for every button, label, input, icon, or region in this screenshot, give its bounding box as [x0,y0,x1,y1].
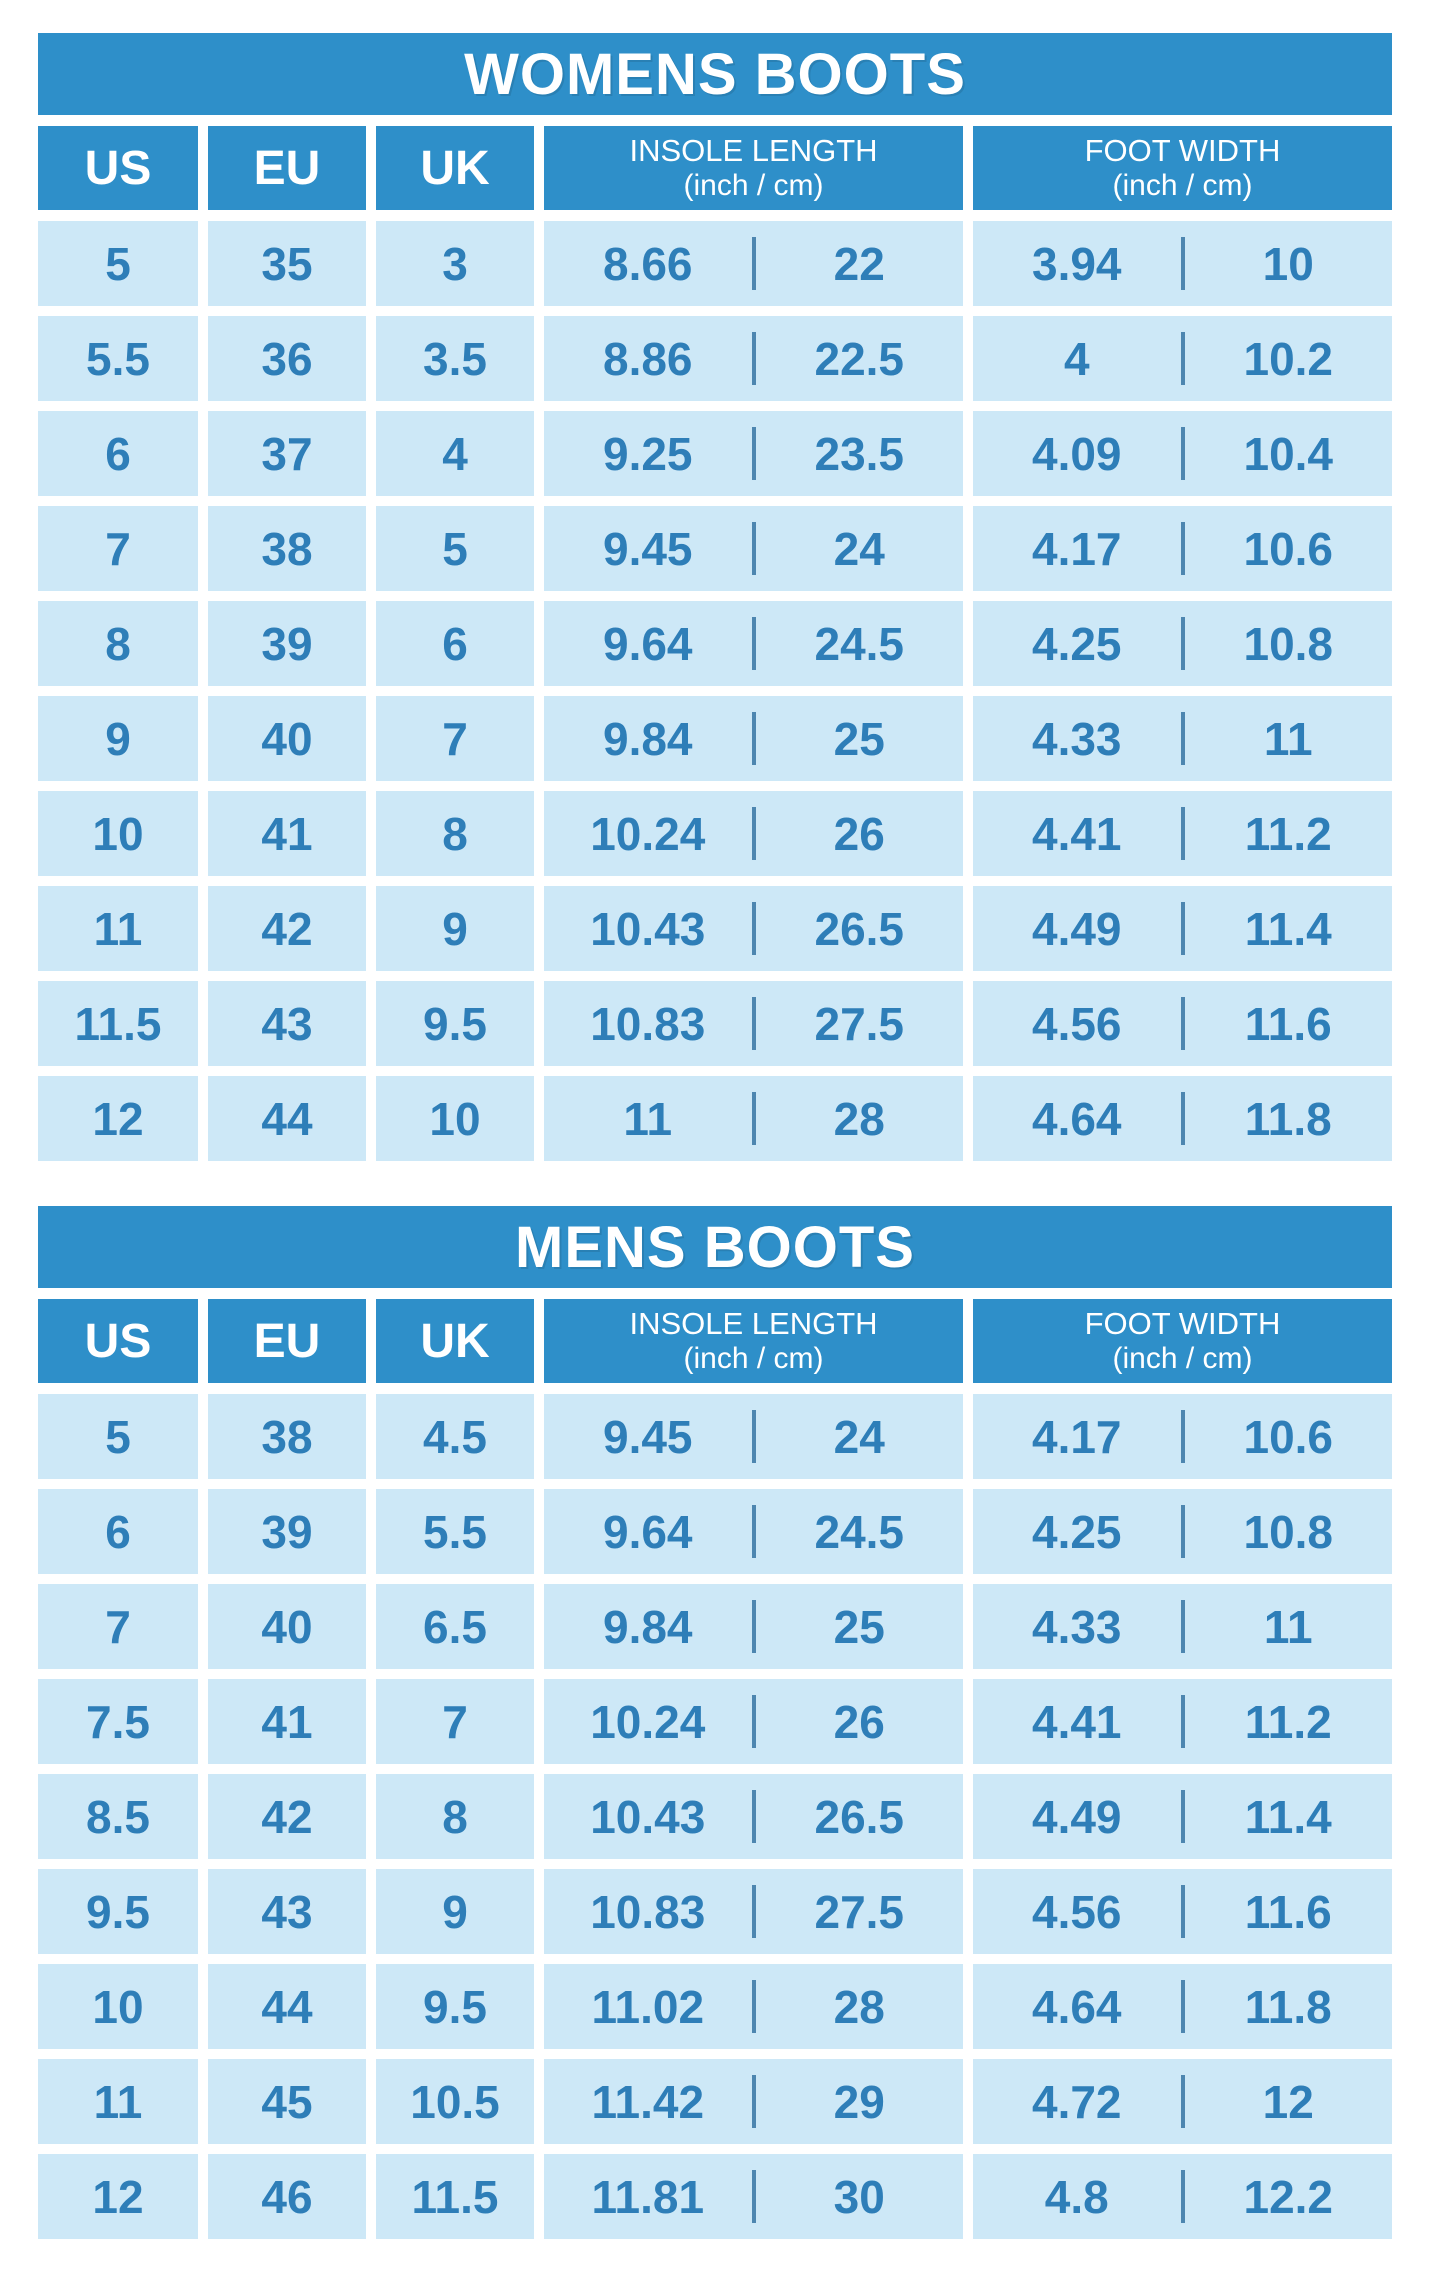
us-size-cell: 12 [38,1076,198,1161]
insole-cm-value: 30 [833,2170,885,2223]
foot-width-cell [973,316,1392,401]
us-size-cell: 11 [38,2059,198,2144]
insole-length-cell [544,1679,963,1764]
width-cm-value: 10.6 [1243,522,1334,575]
insole-inch-value: 10.24 [590,1695,706,1748]
us-size-cell: 8.5 [38,1774,198,1859]
uk-size-cell: 11.5 [376,2154,534,2239]
us-size-cell: 5 [38,1394,198,1479]
insole-inch-value: 11 [623,1092,673,1145]
width-inch-value: 4.33 [1031,712,1122,765]
eu-size-cell: 44 [208,1964,366,2049]
insole-cm-value: 29 [833,2075,885,2128]
us-size-cell: 5.5 [38,316,198,401]
boots-table-mens-boots [38,1206,1392,2239]
uk-size-cell: 8 [376,791,534,876]
eu-size-cell: 38 [208,1394,366,1479]
width-inch-value: 4.17 [1031,522,1122,575]
width-cm-value: 11.2 [1244,807,1332,860]
table-row [38,1964,1392,2049]
uk-size-cell: 6 [376,601,534,686]
table-row [38,1584,1392,1669]
width-cm-value: 11.4 [1244,902,1332,955]
eu-size-cell: 39 [208,1489,366,1574]
us-size-cell: 9 [38,696,198,781]
us-size-cell: 10 [38,791,198,876]
insole-cm-value: 26 [833,1695,885,1748]
insole-length-cell [544,1394,963,1479]
insole-inch-value: 10.43 [590,1790,706,1843]
foot-width-label: FOOT WIDTH [1084,1305,1281,1341]
foot-width-cell [973,1584,1392,1669]
width-cm-value: 10.2 [1243,332,1334,385]
uk-size-cell: 7 [376,1679,534,1764]
table-row [38,506,1392,591]
us-size-cell: 6 [38,411,198,496]
eu-size-cell: 41 [208,791,366,876]
width-cm-value: 12.2 [1243,2170,1334,2223]
uk-size-cell: 5.5 [376,1489,534,1574]
insole-cm-value: 26.5 [814,902,905,955]
table-row [38,411,1392,496]
eu-size-cell: 42 [208,886,366,971]
foot-width-units: (inch / cm) [1112,1341,1253,1375]
insole-length-cell [544,696,963,781]
width-cm-value: 10.4 [1243,427,1334,480]
insole-length-cell [544,1964,963,2049]
width-inch-value: 4.64 [1031,1980,1122,2033]
table-title-bar [38,1206,1392,1288]
us-size-cell: 8 [38,601,198,686]
insole-length-label: INSOLE LENGTH [629,1305,878,1341]
width-cm-value: 10 [1262,237,1314,290]
width-inch-value: 4.8 [1044,2170,1109,2223]
insole-length-cell [544,2059,963,2144]
table-row [38,1679,1392,1764]
insole-length-cell [544,316,963,401]
uk-size-cell: 3.5 [376,316,534,401]
column-header-foot-width [973,126,1392,210]
insole-length-cell [544,1489,963,1574]
column-header-eu: EU [208,1299,366,1383]
width-inch-value: 4.25 [1031,1505,1122,1558]
eu-size-cell: 37 [208,411,366,496]
foot-width-label: FOOT WIDTH [1084,132,1281,168]
table-title: MENS BOOTS [515,1214,915,1280]
uk-size-cell: 9 [376,1869,534,1954]
insole-cm-value: 24 [833,1410,885,1463]
table-rows [38,1394,1392,2239]
uk-size-cell: 4 [376,411,534,496]
insole-inch-value: 8.66 [602,237,693,290]
width-inch-value: 4.72 [1031,2075,1122,2128]
width-cm-value: 11 [1263,1600,1313,1653]
width-inch-value: 4 [1063,332,1090,385]
width-cm-value: 10.6 [1243,1410,1334,1463]
foot-width-cell [973,1869,1392,1954]
width-inch-value: 4.17 [1031,1410,1122,1463]
foot-width-cell [973,886,1392,971]
width-inch-value: 4.56 [1031,997,1122,1050]
foot-width-cell [973,791,1392,876]
eu-size-cell: 46 [208,2154,366,2239]
column-header-insole-length [544,126,963,210]
insole-inch-value: 10.83 [590,1885,706,1938]
insole-inch-value: 11.42 [591,2075,705,2128]
column-header-uk: UK [376,126,534,210]
foot-width-cell [973,1964,1392,2049]
insole-length-cell [544,1584,963,1669]
uk-size-cell: 4.5 [376,1394,534,1479]
table-row [38,2059,1392,2144]
foot-width-cell [973,1076,1392,1161]
insole-inch-value: 9.45 [602,522,693,575]
eu-size-cell: 45 [208,2059,366,2144]
table-row [38,1869,1392,1954]
width-inch-value: 4.64 [1031,1092,1122,1145]
insole-length-cell [544,791,963,876]
insole-inch-value: 11.81 [591,2170,705,2223]
us-size-cell: 9.5 [38,1869,198,1954]
column-header-us: US [38,126,198,210]
uk-size-cell: 10 [376,1076,534,1161]
table-row [38,2154,1392,2239]
uk-size-cell: 6.5 [376,1584,534,1669]
insole-length-cell [544,1774,963,1859]
us-size-cell: 7.5 [38,1679,198,1764]
width-inch-value: 3.94 [1031,237,1122,290]
us-size-cell: 7 [38,506,198,591]
table-row [38,886,1392,971]
insole-cm-value: 27.5 [814,997,905,1050]
insole-inch-value: 9.64 [602,1505,693,1558]
insole-inch-value: 8.86 [602,332,693,385]
foot-width-cell [973,696,1392,781]
us-size-cell: 7 [38,1584,198,1669]
width-cm-value: 11 [1263,712,1313,765]
us-size-cell: 5 [38,221,198,306]
insole-length-cell [544,2154,963,2239]
foot-width-cell [973,601,1392,686]
size-chart [38,33,1392,2284]
insole-cm-value: 25 [833,1600,885,1653]
eu-size-cell: 40 [208,696,366,781]
width-inch-value: 4.33 [1031,1600,1122,1653]
eu-size-cell: 39 [208,601,366,686]
insole-length-cell [544,981,963,1066]
insole-length-cell [544,506,963,591]
boots-table-womens-boots [38,33,1392,1161]
eu-size-cell: 41 [208,1679,366,1764]
insole-cm-value: 28 [833,1092,885,1145]
width-inch-value: 4.49 [1031,1790,1122,1843]
insole-length-units: (inch / cm) [683,168,824,202]
eu-size-cell: 38 [208,506,366,591]
eu-size-cell: 40 [208,1584,366,1669]
eu-size-cell: 35 [208,221,366,306]
insole-inch-value: 9.25 [602,427,693,480]
column-header-us: US [38,1299,198,1383]
insole-length-units: (inch / cm) [683,1341,824,1375]
width-cm-value: 11.4 [1244,1790,1332,1843]
table-title-bar [38,33,1392,115]
table-row [38,1394,1392,1479]
width-cm-value: 11.8 [1244,1092,1332,1145]
uk-size-cell: 9.5 [376,1964,534,2049]
us-size-cell: 6 [38,1489,198,1574]
insole-length-cell [544,886,963,971]
column-header-eu: EU [208,126,366,210]
uk-size-cell: 5 [376,506,534,591]
us-size-cell: 11 [38,886,198,971]
width-cm-value: 10.8 [1243,617,1334,670]
foot-width-cell [973,1394,1392,1479]
insole-inch-value: 10.43 [590,902,706,955]
table-title: WOMENS BOOTS [464,41,966,107]
column-header-insole-length [544,1299,963,1383]
insole-cm-value: 23.5 [814,427,905,480]
table-rows [38,221,1392,1161]
insole-length-cell [544,221,963,306]
eu-size-cell: 44 [208,1076,366,1161]
insole-length-cell [544,1076,963,1161]
insole-cm-value: 27.5 [814,1885,905,1938]
table-row [38,601,1392,686]
width-inch-value: 4.25 [1031,617,1122,670]
insole-length-cell [544,601,963,686]
table-row [38,316,1392,401]
insole-cm-value: 28 [833,1980,885,2033]
us-size-cell: 10 [38,1964,198,2049]
uk-size-cell: 7 [376,696,534,781]
insole-inch-value: 10.83 [590,997,706,1050]
foot-width-cell [973,2059,1392,2144]
insole-inch-value: 9.45 [602,1410,693,1463]
column-header-uk: UK [376,1299,534,1383]
uk-size-cell: 8 [376,1774,534,1859]
us-size-cell: 12 [38,2154,198,2239]
width-cm-value: 12 [1262,2075,1314,2128]
uk-size-cell: 9 [376,886,534,971]
table-row [38,1774,1392,1859]
table-row [38,221,1392,306]
width-cm-value: 11.6 [1244,1885,1332,1938]
insole-inch-value: 9.64 [602,617,693,670]
uk-size-cell: 3 [376,221,534,306]
table-row [38,1076,1392,1161]
eu-size-cell: 43 [208,1869,366,1954]
table-row [38,1489,1392,1574]
foot-width-cell [973,981,1392,1066]
foot-width-cell [973,506,1392,591]
eu-size-cell: 42 [208,1774,366,1859]
insole-cm-value: 26.5 [814,1790,905,1843]
insole-inch-value: 11.02 [591,1980,705,2033]
table-row [38,981,1392,1066]
foot-width-cell [973,221,1392,306]
foot-width-units: (inch / cm) [1112,168,1253,202]
insole-inch-value: 9.84 [602,712,693,765]
width-inch-value: 4.49 [1031,902,1122,955]
eu-size-cell: 36 [208,316,366,401]
foot-width-cell [973,1679,1392,1764]
width-inch-value: 4.41 [1031,1695,1122,1748]
insole-inch-value: 10.24 [590,807,706,860]
width-cm-value: 11.8 [1244,1980,1332,2033]
insole-length-cell [544,1869,963,1954]
insole-cm-value: 24 [833,522,885,575]
insole-cm-value: 26 [833,807,885,860]
eu-size-cell: 43 [208,981,366,1066]
width-inch-value: 4.09 [1031,427,1122,480]
width-inch-value: 4.56 [1031,1885,1122,1938]
uk-size-cell: 9.5 [376,981,534,1066]
insole-cm-value: 24.5 [814,617,905,670]
insole-cm-value: 25 [833,712,885,765]
uk-size-cell: 10.5 [376,2059,534,2144]
insole-cm-value: 22 [833,237,885,290]
insole-length-cell [544,411,963,496]
width-cm-value: 10.8 [1243,1505,1334,1558]
us-size-cell: 11.5 [38,981,198,1066]
insole-cm-value: 24.5 [814,1505,905,1558]
column-header-row [38,1299,1392,1383]
insole-inch-value: 9.84 [602,1600,693,1653]
foot-width-cell [973,2154,1392,2239]
column-header-foot-width [973,1299,1392,1383]
table-row [38,791,1392,876]
insole-length-label: INSOLE LENGTH [629,132,878,168]
column-header-row [38,126,1392,210]
insole-cm-value: 22.5 [814,332,905,385]
foot-width-cell [973,1489,1392,1574]
foot-width-cell [973,411,1392,496]
width-cm-value: 11.2 [1244,1695,1332,1748]
table-row [38,696,1392,781]
foot-width-cell [973,1774,1392,1859]
width-inch-value: 4.41 [1031,807,1122,860]
width-cm-value: 11.6 [1244,997,1332,1050]
